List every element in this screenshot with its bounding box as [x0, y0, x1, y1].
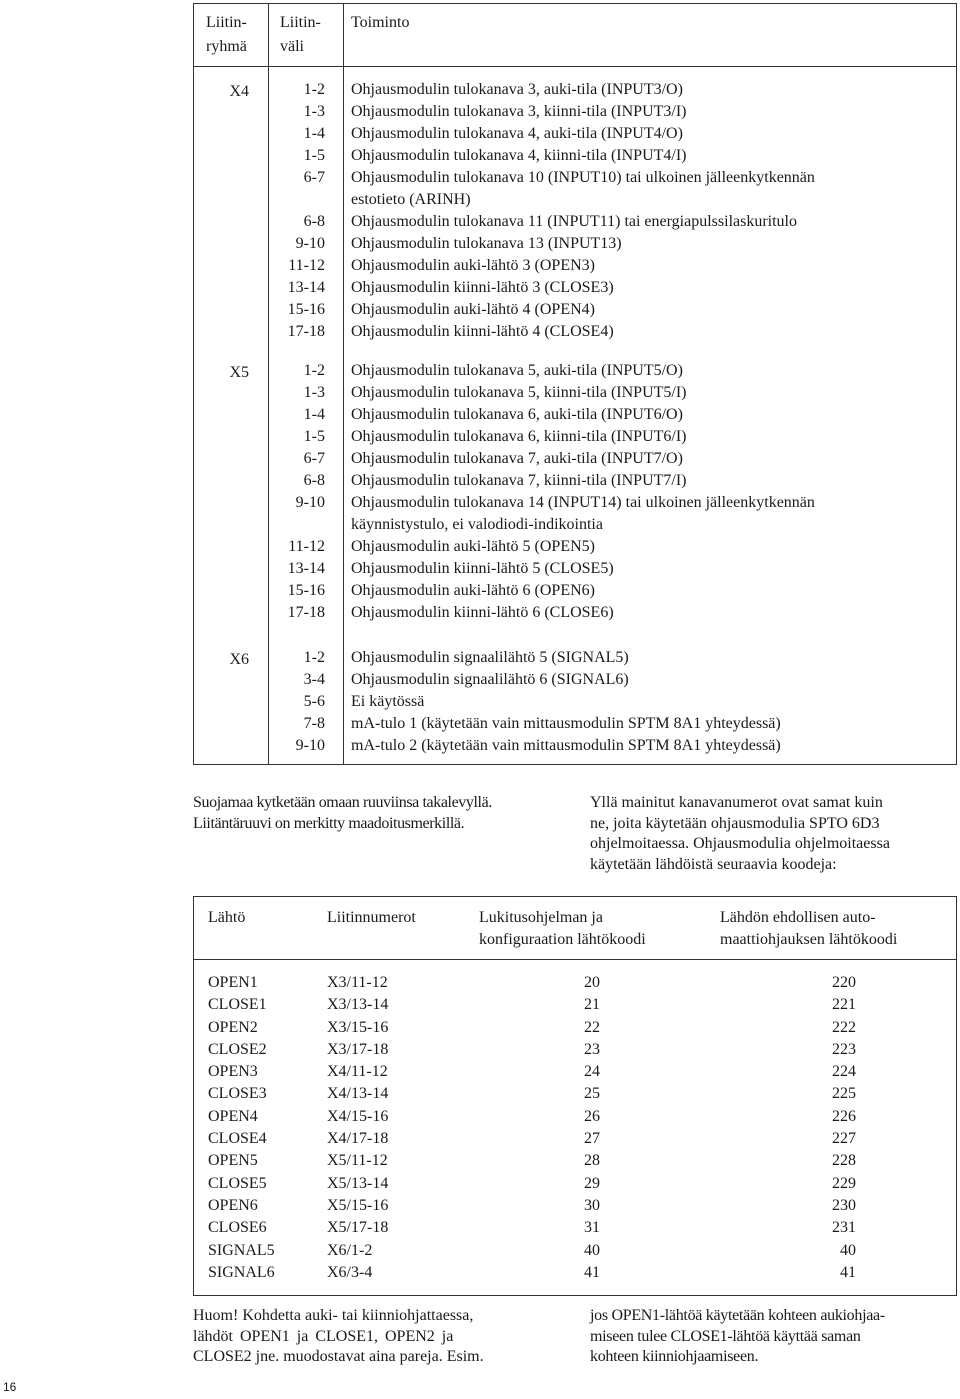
function-text: Ohjausmodulin kiinni-lähtö 4 (CLOSE4) [351, 323, 614, 340]
function-text: estotieto (ARINH) [351, 191, 471, 208]
terminal-number: X4/15-16 [327, 1107, 389, 1125]
group-label-x4: X4 [229, 83, 249, 100]
auto-code: 228 [832, 1152, 856, 1170]
table-row [194, 514, 956, 536]
header-group-line2: ryhmä [206, 38, 247, 55]
pin-range: 5-6 [303, 693, 325, 710]
header-group-line1: Liitin- [206, 14, 247, 31]
note-line: kohteen kiinniohjaamiseen. [590, 1348, 759, 1365]
pin-range: 1-2 [303, 81, 325, 98]
table-row [194, 669, 956, 691]
function-text: mA-tulo 1 (käytetään vain mittausmodulin SPTM 8A1 yhteydessä) [351, 715, 781, 732]
table-row [194, 382, 956, 404]
note-line: Liitäntäruuvi on merkitty maadoitusmerkillä. [193, 814, 465, 832]
header-line: maattiohjauksen lähtökoodi [720, 931, 898, 948]
function-text: Ohjausmodulin auki-lähtö 4 (OPEN4) [351, 301, 595, 318]
auto-code: 41 [840, 1263, 856, 1281]
function-text: Ohjausmodulin auki-lähtö 3 (OPEN3) [351, 257, 595, 274]
pin-range: 13-14 [287, 279, 325, 296]
table-row [194, 211, 956, 233]
function-text: Ohjausmodulin tulokanava 6, auki-tila (INPUT6/O) [351, 406, 683, 423]
pin-range: 11-12 [288, 257, 325, 274]
header-function: Toiminto [351, 14, 410, 31]
header-divider [194, 66, 956, 67]
output-name: SIGNAL5 [208, 1241, 275, 1259]
table-row [194, 277, 956, 299]
output-name: OPEN4 [208, 1107, 258, 1125]
interlock-code: 25 [584, 1085, 600, 1103]
header-group [206, 11, 247, 59]
pin-range: 1-3 [303, 103, 325, 120]
pin-range: 9-10 [295, 737, 325, 754]
table-row [194, 448, 956, 470]
output-name: CLOSE3 [208, 1085, 267, 1103]
function-text: Ohjausmodulin tulokanava 11 (INPUT11) tai energiapulssilaskuritulo [351, 213, 797, 230]
group-rows-x6 [194, 647, 956, 757]
group-label-x5: X5 [229, 364, 249, 381]
auto-code: 220 [832, 974, 856, 991]
table-row [208, 1240, 948, 1262]
pin-range: 9-10 [295, 494, 325, 511]
note-pairs [193, 1306, 561, 1368]
pin-range: 1-3 [303, 384, 325, 401]
pin-range: 1-4 [303, 125, 325, 142]
note-line: CLOSE2 jne. muodostavat aina pareja. Esim. [193, 1348, 484, 1365]
table-row [208, 1128, 948, 1150]
function-text: Ohjausmodulin tulokanava 10 (INPUT10) tai ulkoinen jälleenkytkennän [351, 169, 815, 186]
auto-code: 40 [840, 1241, 856, 1259]
output-name: OPEN3 [208, 1063, 258, 1081]
terminal-number: X6/3-4 [327, 1263, 373, 1281]
output-name: CLOSE4 [208, 1130, 267, 1148]
note-line: lähdöt OPEN1 ja CLOSE1, OPEN2 ja [193, 1327, 454, 1345]
table-row [208, 1173, 948, 1195]
table-row [208, 1106, 948, 1128]
pin-range: 1-2 [303, 362, 325, 379]
table-row [194, 536, 956, 558]
function-text: Ohjausmodulin tulokanava 6, kiinni-tila (INPUT6/I) [351, 428, 687, 445]
interlock-code: 28 [584, 1152, 600, 1170]
table-row [194, 321, 956, 343]
table-row [194, 647, 956, 669]
output-name: SIGNAL6 [208, 1263, 275, 1281]
pin-range: 7-8 [303, 715, 325, 732]
header-terminals: Liitinnumerot [327, 909, 416, 926]
output-name: CLOSE5 [208, 1174, 267, 1192]
pin-range: 6-7 [303, 169, 325, 186]
function-text: Ohjausmodulin signaalilähtö 5 (SIGNAL5) [351, 649, 629, 666]
auto-code: 227 [832, 1130, 856, 1148]
pin-range: 17-18 [287, 604, 325, 621]
auto-code: 223 [832, 1040, 856, 1058]
table-row [194, 123, 956, 145]
table-row [208, 1262, 948, 1284]
function-text: Ohjausmodulin tulokanava 7, kiinni-tila (INPUT7/I) [351, 472, 687, 489]
terminal-number: X3/15-16 [327, 1018, 389, 1036]
table-row [194, 492, 956, 514]
header-line: Lukitusohjelman ja [479, 909, 603, 926]
terminal-number: X4/17-18 [327, 1130, 389, 1148]
interlock-code: 22 [584, 1018, 600, 1036]
auto-code: 224 [832, 1063, 856, 1081]
table-row [194, 580, 956, 602]
table-row [194, 167, 956, 189]
pin-range: 3-4 [303, 671, 325, 688]
table-row [194, 602, 956, 624]
auto-code: 229 [832, 1174, 856, 1192]
pin-range: 9-10 [295, 235, 325, 252]
terminal-number: X5/13-14 [327, 1174, 389, 1192]
table-row [208, 1017, 948, 1039]
interlock-code: 24 [584, 1063, 600, 1081]
table-row [208, 972, 948, 994]
interlock-code: 30 [584, 1196, 600, 1214]
output-name: OPEN6 [208, 1196, 258, 1214]
note-line: Huom! Kohdetta auki- tai kiinniohjattaessa, [193, 1307, 474, 1324]
note-codes [590, 793, 890, 875]
interlock-code: 41 [584, 1263, 600, 1281]
table-row [194, 79, 956, 101]
note-ground [193, 793, 492, 834]
note-line: ohjelmoitaessa. Ohjausmodulia ohjelmoitaessa [590, 835, 890, 852]
code-rows [208, 972, 948, 1284]
terminal-number: X3/13-14 [327, 996, 389, 1014]
function-text: Ohjausmodulin signaalilähtö 6 (SIGNAL6) [351, 671, 629, 688]
note-line: ne, joita käytetään ohjausmodulia SPTO 6D3 [590, 814, 880, 832]
pin-range: 15-16 [287, 582, 325, 599]
header-auto-code [720, 907, 897, 951]
table-row [208, 1217, 948, 1239]
table-row [194, 735, 956, 757]
terminal-number: X3/17-18 [327, 1040, 389, 1058]
table-row [208, 994, 948, 1016]
table-row [208, 1150, 948, 1172]
function-text: Ohjausmodulin tulokanava 4, auki-tila (INPUT4/O) [351, 125, 683, 142]
interlock-code: 31 [584, 1219, 600, 1237]
table-row [194, 299, 956, 321]
output-code-table [193, 896, 957, 1296]
pin-range: 1-2 [303, 649, 325, 666]
pin-range: 1-4 [303, 406, 325, 423]
table-row [194, 426, 956, 448]
function-text: Ohjausmodulin tulokanava 7, auki-tila (INPUT7/O) [351, 450, 683, 467]
group-rows-x5 [194, 360, 956, 624]
function-text: Ohjausmodulin tulokanava 4, kiinni-tila (INPUT4/I) [351, 147, 687, 164]
page-number: 16 [3, 1380, 17, 1394]
function-text: mA-tulo 2 (käytetään vain mittausmodulin SPTM 8A1 yhteydessä) [351, 737, 781, 754]
interlock-code: 40 [584, 1241, 600, 1259]
output-name: CLOSE6 [208, 1219, 267, 1237]
header-pin-line1: Liitin- [280, 14, 321, 31]
auto-code: 231 [832, 1219, 856, 1237]
output-name: CLOSE2 [208, 1040, 267, 1058]
pin-range: 6-8 [303, 472, 325, 489]
note-line: jos OPEN1-lähtöä käytetään kohteen aukiohjaa- [590, 1307, 885, 1324]
interlock-code: 27 [584, 1130, 600, 1148]
table-row [194, 189, 956, 211]
terminal-number: X5/17-18 [327, 1219, 389, 1237]
terminal-number: X3/11-12 [327, 974, 388, 991]
terminal-number: X4/13-14 [327, 1085, 389, 1103]
table-row [194, 255, 956, 277]
table-row [194, 101, 956, 123]
auto-code: 222 [832, 1018, 856, 1036]
interlock-code: 21 [584, 996, 600, 1014]
function-text: käynnistystulo, ei valodiodi-indikointia [351, 516, 603, 533]
group-label-x6: X6 [229, 651, 249, 668]
function-text: Ohjausmodulin tulokanava 3, kiinni-tila (INPUT3/I) [351, 103, 687, 120]
table-row [194, 470, 956, 492]
output-name: OPEN1 [208, 974, 258, 991]
note-line: Suojamaa kytketään omaan ruuviinsa takalevyllä. [193, 794, 492, 811]
group-rows-x4 [194, 79, 956, 343]
auto-code: 226 [832, 1107, 856, 1125]
table-row [208, 1195, 948, 1217]
terminal-number: X6/1-2 [327, 1241, 373, 1259]
header-output: Lähtö [208, 909, 246, 926]
pin-range: 17-18 [287, 323, 325, 340]
table-row [194, 233, 956, 255]
interlock-code: 20 [584, 974, 600, 991]
pin-range: 6-7 [303, 450, 325, 467]
auto-code: 225 [832, 1085, 856, 1103]
function-text: Ohjausmodulin tulokanava 5, kiinni-tila (INPUT5/I) [351, 384, 687, 401]
pin-range: 15-16 [287, 301, 325, 318]
table-row [194, 558, 956, 580]
table-row [194, 145, 956, 167]
header-divider [194, 959, 956, 960]
note-line: Yllä mainitut kanavanumerot ovat samat kuin [590, 794, 883, 811]
interlock-code: 29 [584, 1174, 600, 1192]
function-text: Ohjausmodulin kiinni-lähtö 6 (CLOSE6) [351, 604, 614, 621]
output-name: CLOSE1 [208, 996, 267, 1014]
function-text: Ohjausmodulin tulokanava 3, auki-tila (INPUT3/O) [351, 81, 683, 98]
table-row [194, 713, 956, 735]
note-pairs-continued [590, 1306, 885, 1368]
table-row [194, 360, 956, 382]
header-line: konfiguraation lähtökoodi [479, 931, 646, 948]
header-pin-line2: väli [280, 38, 304, 55]
terminal-number: X4/11-12 [327, 1063, 388, 1081]
function-text: Ohjausmodulin kiinni-lähtö 3 (CLOSE3) [351, 279, 614, 296]
auto-code: 230 [832, 1196, 856, 1214]
pin-range: 13-14 [287, 560, 325, 577]
table-row [194, 691, 956, 713]
output-name: OPEN5 [208, 1152, 258, 1170]
function-text: Ohjausmodulin auki-lähtö 5 (OPEN5) [351, 538, 595, 555]
table-row [194, 404, 956, 426]
header-pin [280, 11, 321, 59]
table-row [208, 1039, 948, 1061]
output-name: OPEN2 [208, 1018, 258, 1036]
terminal-table [193, 3, 957, 765]
pin-range: 6-8 [303, 213, 325, 230]
terminal-number: X5/15-16 [327, 1196, 389, 1214]
header-line: Lähdön ehdollisen auto- [720, 909, 876, 926]
pin-range: 11-12 [288, 538, 325, 555]
function-text: Ohjausmodulin auki-lähtö 6 (OPEN6) [351, 582, 595, 599]
terminal-number: X5/11-12 [327, 1152, 388, 1170]
pin-range: 1-5 [303, 428, 325, 445]
auto-code: 221 [832, 996, 856, 1014]
note-line: käytetään lähdöistä seuraavia koodeja: [590, 855, 837, 873]
function-text: Ohjausmodulin tulokanava 14 (INPUT14) tai ulkoinen jälleenkytkennän [351, 494, 815, 511]
header-interlock-code [479, 907, 646, 951]
pin-range: 1-5 [303, 147, 325, 164]
table-row [208, 1061, 948, 1083]
function-text: Ohjausmodulin tulokanava 13 (INPUT13) [351, 235, 622, 252]
table-row [208, 1083, 948, 1105]
function-text: Ei käytössä [351, 693, 425, 710]
interlock-code: 23 [584, 1040, 600, 1058]
function-text: Ohjausmodulin tulokanava 5, auki-tila (INPUT5/O) [351, 362, 683, 379]
interlock-code: 26 [584, 1107, 600, 1125]
note-line: miseen tulee CLOSE1-lähtöä käyttää saman [590, 1327, 861, 1345]
function-text: Ohjausmodulin kiinni-lähtö 5 (CLOSE5) [351, 560, 614, 577]
